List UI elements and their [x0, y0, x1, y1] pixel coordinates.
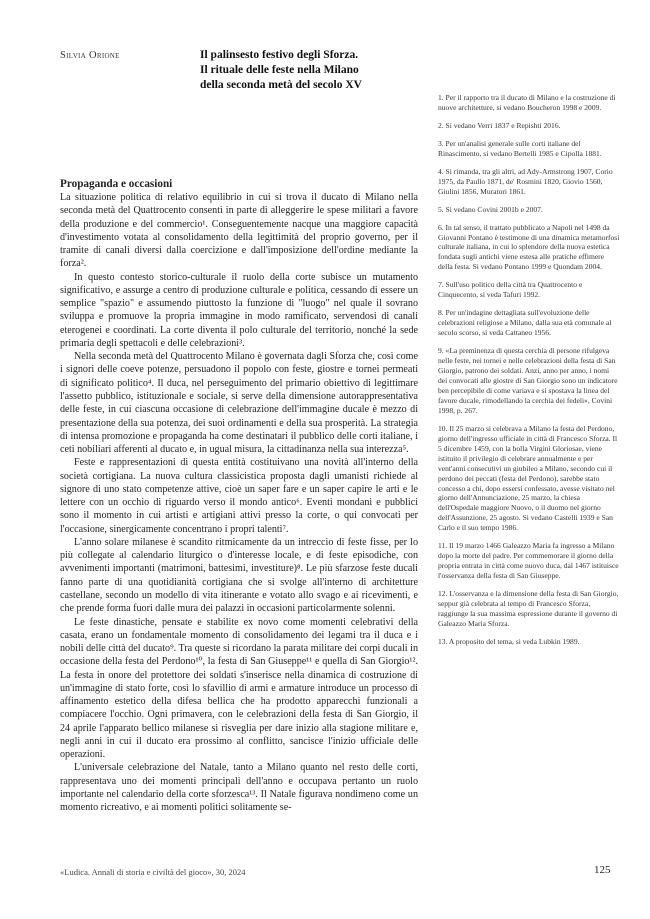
title-line: Il rituale delle feste nella Milano	[200, 63, 359, 76]
journal-citation: «Ludica. Annali di storia e civiltà del gioco», 30, 2024	[60, 867, 246, 877]
body-paragraph: Nella seconda metà del Quattrocento Milano è governata dagli Sforza che, così come i signori delle coeve potenze, persuadono il popolo con feste, giostre e tornei permeati di significato politico⁴. Il duca, nel perseguimento del primario obiettivo di legittimare l'assetto pubblico, istituzionale e sociale, si serve della dimensione autorappresentativa delle feste, in cui ciascuna occasione di celebrazione dell'immagine ducale è mezzo di presentazione della sua potenza, dei suoi ordinamenti e della sua prosperità. La strategia di intensa promozione e propaganda ha come destinatari il pubblico delle corti italiane, i ceti nobiliari afferenti al ducato e, in ugual misura, la cittadinanza nella sua interezza⁵.	[60, 351, 418, 456]
footnote: 11. Il 19 marzo 1466 Galeazzo Maria fa ingresso a Milano dopo la morte del padre. Per commemorare il giorno della propria entrata in città come nuovo duca, dal 1467 istituisce l'osservanza della festa di San Giuseppe.	[438, 541, 619, 581]
footnote: 10. Il 25 marzo si celebrava a Milano la festa del Perdono, giorno dell'ingresso ufficiale in città di Francesco Sforza. Il 5 dicembre 1459, con la bolla Virgini Gloriosae, viene istituito il privilegio di celebrare annualmente e per vent'anni consecutivi un giubileo a Milano, secondo cui il perdono dei peccati (festa del Perdono), sarebbe stato concesso a chi, dopo essersi confessato, avesse visitato nel giorno dell'Annunciazione, 25 marzo, la chiesa dell'Ospedale maggiore Nuovo, o il duomo nel giorno dell'Assunzione, 25 agosto. Si vedano Castelli 1939 e San Carlo e il suo tempo 1986.	[438, 423, 618, 533]
section-heading: Propaganda e occasioni	[60, 178, 173, 190]
title-line: della seconda metà del secolo XV	[200, 78, 362, 91]
footnote: 4. Si rimanda, tra gli altri, ad Ady-Armstrong 1907, Corio 1975, da Paullo 1871, de' Rosmini 1820, Giovio 1560, Giulini 1856, Muratori 1861.	[438, 166, 613, 196]
footnote: 7. Sull'uso politico della città tra Quattrocento e Cinquecento, si veda Tafuri 1992.	[438, 280, 583, 300]
page-number: 125	[594, 864, 611, 876]
body-paragraph: L'anno solare milanese è scandito ritmicamente da un intreccio di feste fisse, per lo più collegate al calendario liturgico o d'interesse locale, e di feste episodiche, con avvenimenti importanti (matrimoni, battesimi, investiture)⁸. Le più sfarzose feste ducali fanno parte di una quotidianità cortigiana che si svolge all'interno di architetture castellane, secondo un modello di vita itinerante e votato allo svago e ai ricevimenti, e che prende forma fuori dalle mura dei palazzi in occasioni particolarmente solenni.	[60, 536, 418, 615]
footnote: 12. L'osservanza e la dimensione della festa di San Giorgio, seppur già celebrata al tempo di Francesco Sforza, raggiunge la sua massima espressione durante il governo di Galeazzo Maria Sforza.	[438, 589, 619, 628]
footnote: 5. Si vedano Covini 2001b e 2007.	[438, 204, 543, 214]
title-line: Il palinsesto festivo degli Sforza.	[200, 49, 359, 61]
footnote: 13. A proposito del tema, si veda Lubkin 1989.	[438, 636, 580, 646]
body-paragraph: L'universale celebrazione del Natale, tanto a Milano quanto nel resto delle corti, rappresentava uno dei momenti principali dell'anno e occupava pertanto un ruolo importante nel calendario della corte sforzesca¹³. Il Natale figurava nondimeno come un momento ricreativo, e ai momenti politici solitamente se-	[60, 762, 418, 814]
footnotes-column	[438, 93, 620, 655]
main-text-column	[60, 178, 418, 814]
footnote: 8. Per un'indagine dettagliata sull'evoluzione delle celebrazioni religiose a Milano, dalla sua età comunale al secolo scorso, si veda Cattaneo 1956.	[438, 308, 612, 338]
footnote: 9. «La preminenza di questa cerchia di persone rifulgeva nelle feste, nei tornei e nelle celebrazioni della festa di San Giorgio, patrono dei soldati. Anzi, anno per anno, i nomi dei convocati alle giostre di San Giorgio sono un indicatore ben percepibile di come variava e si spostava la linea del favore ducale, rimodellando la cerchia dei fedeli», Covini 1998, p. 267.	[438, 346, 618, 415]
body-paragraph: In questo contesto storico-culturale il ruolo della corte subisce un mutamento significativo, e assurge a centro di produzione culturale e politica, cessando di essere un semplice "spazio" e assumendo piuttosto la funzione di "luogo" nel quale il sovrano sviluppa e promuove la propria immagine in modo ramificato, servendosi di canali eterogenei e coordinati. La corte diventa il polo culturale del territorio, nonché la sede primaria degli spettacoli e delle celebrazioni³.	[60, 271, 418, 349]
footnote: 3. Per un'analisi generale sulle corti italiane del Rinascimento, si vedano Bertelli 1985 e Cipolla 1881.	[438, 138, 602, 158]
footnote: 6. In tal senso, il trattato pubblicato a Napoli nel 1498 da Giovanni Pontano è testimone di una dinamica metamorfosi culturale italiana, in cui lo splendore della nuova estetica fondata sugli antichi viene estesa alle pratiche effimere della festa. Si vedano Pontano 1999 e Quondam 2004.	[438, 222, 620, 272]
author-name: Silvia Orione	[60, 50, 120, 61]
body-paragraph: La situazione politica di relativo equilibrio in cui si trova il ducato di Milano nella seconda metà del Quattrocento consentì in parte di alleggerire le spese militari a favore della produzione e del commercio¹. Conseguentemente nacque una maggiore capacità d'investimento votata al consolidamento della legittimità del proprio governo, per il tramite di canali diversi dalla coercizione e dall'imposizione dell'ordine mediante la forza².	[60, 192, 418, 270]
footnote: 1. Per il rapporto tra il ducato di Milano e la costruzione di nuove architetture, si vedano Boucheron 1998 e 2009.	[438, 93, 616, 112]
body-paragraph: Le feste dinastiche, pensate e stabilite ex novo come momenti celebrativi della casata, erano un fondamentale momento di consolidamento dei legami tra il duca e i nobili delle città del ducato⁹. Tra queste si ricordano la parata militare dei corpi ducali in occasione della festa del Perdono¹⁰, la festa di San Giuseppe¹¹ e quella di San Giorgio¹². La festa in onore del protettore dei soldati s'inserisce nella dinamica di costruzione di un'immagine di stato forte, così lo sfavillio di armi e armature introduce un processo di affinamento estetico della difesa bellica che ha prodotto apparecchi funzionali a compiacere l'occhio. Ogni primavera, con le celebrazioni della festa di San Giorgio, il 24 aprile l'apparato bellico milanese si risveglia per dare inizio alla stagione militare e, negli anni in cui il ducato era prossimo al conflitto, sancisce l'inizio ufficiale delle operazioni.	[60, 616, 418, 761]
body-paragraph: Feste e rappresentazioni di questa entità costituivano una novità all'interno della società cortigiana. La nuova cultura classicistica proposta dagli umanisti richiede al signore di uno stato competenze attive, cioè un saper fare e un saper capire le arti e le lettere con un occhio di riguardo verso il mondo antico⁶. Eventi mondani e pubblici sono il momento in cui artisti e artigiani attivi presso la corte, o qui convocati per l'occasione, sinergicamente concentrano i propri talenti⁷.	[60, 457, 418, 535]
footnote: 2. Si vedano Verri 1837 e Repishti 2016.	[438, 120, 561, 130]
article-title	[200, 48, 440, 93]
